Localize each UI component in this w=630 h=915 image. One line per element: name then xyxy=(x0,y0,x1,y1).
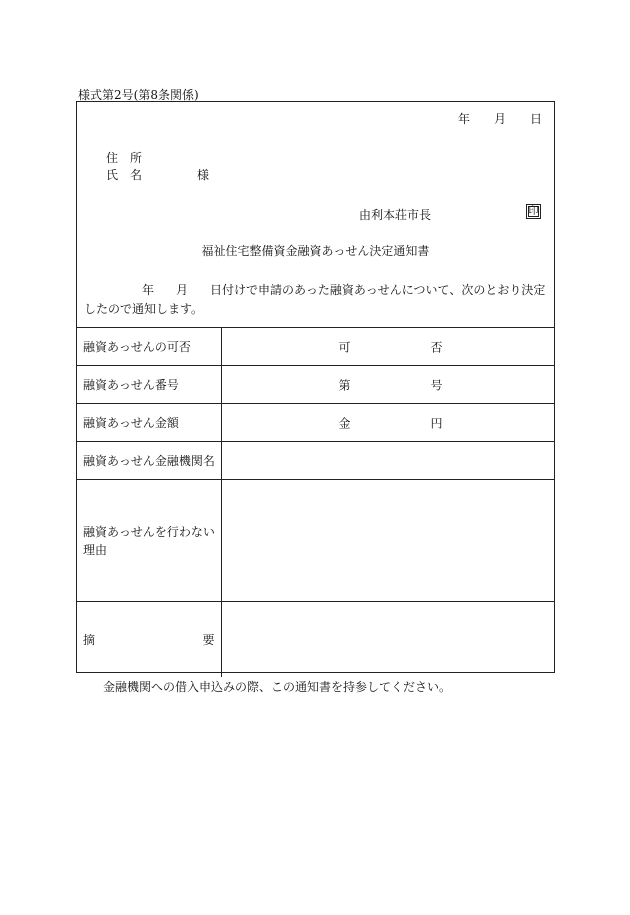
notice-frame xyxy=(76,101,555,673)
notice-header xyxy=(77,102,554,327)
reason-label xyxy=(77,480,221,602)
table-row-summary xyxy=(77,602,554,677)
approval-no: 否 xyxy=(430,340,443,354)
seal-mark xyxy=(526,204,541,219)
seal-inner xyxy=(528,206,539,217)
amount-value xyxy=(221,404,554,442)
body-month: 月 xyxy=(176,283,189,297)
amount-unit: 円 xyxy=(430,416,443,430)
recipient-address-label: 住 所 xyxy=(106,151,143,165)
number-label: 融資あっせん番号 xyxy=(77,366,221,404)
form-number: 様式第2号(第8条関係) xyxy=(78,88,199,102)
table-row-number xyxy=(77,366,554,404)
approval-label: 融資あっせんの可否 xyxy=(77,328,221,366)
summary-value xyxy=(221,602,554,677)
seal-text: 印 xyxy=(528,205,539,217)
number-value xyxy=(221,366,554,404)
number-prefix: 第 xyxy=(338,378,351,392)
date-year: 年 xyxy=(457,112,470,126)
recipient-name-row xyxy=(106,166,209,183)
date-month: 月 xyxy=(493,112,506,126)
summary-label xyxy=(77,602,221,677)
amount-prefix: 金 xyxy=(338,416,351,430)
reason-value xyxy=(221,480,554,602)
table-row-reason xyxy=(77,480,554,602)
number-suffix: 号 xyxy=(430,378,443,392)
body-line-2: したので通知します。 xyxy=(84,302,204,316)
reason-label-line-1: 融資あっせんを行わない xyxy=(83,524,215,539)
date-line xyxy=(458,110,542,127)
footer-note: 金融機関への借入申込みの際、この通知書を持参してください。 xyxy=(103,680,452,694)
recipient-name-label: 氏 名 xyxy=(106,168,143,182)
institution-label: 融資あっせん金融機関名 xyxy=(77,442,221,480)
approval-yes: 可 xyxy=(338,340,351,354)
body-rest: 日付けで申請のあった融資あっせんについて、次のとおり決定 xyxy=(210,283,546,297)
amount-label: 融資あっせん金額 xyxy=(77,404,221,442)
institution-value xyxy=(221,442,554,480)
approval-value xyxy=(221,328,554,366)
reason-label-line-2: 理由 xyxy=(83,542,108,557)
recipient-honorific: 様 xyxy=(197,168,210,182)
decision-table xyxy=(77,327,554,677)
date-day: 日 xyxy=(529,112,542,126)
summary-label-right: 要 xyxy=(202,632,215,647)
body-year: 年 xyxy=(142,283,155,297)
table-row-approval xyxy=(77,328,554,366)
issuer-title: 由利本荘市長 xyxy=(359,208,432,222)
summary-label-left: 摘 xyxy=(83,632,96,647)
table-row-amount xyxy=(77,404,554,442)
document-title: 福祉住宅整備資金融資あっせん決定通知書 xyxy=(201,244,430,258)
table-row-institution xyxy=(77,442,554,480)
body-line-1 xyxy=(84,281,545,298)
